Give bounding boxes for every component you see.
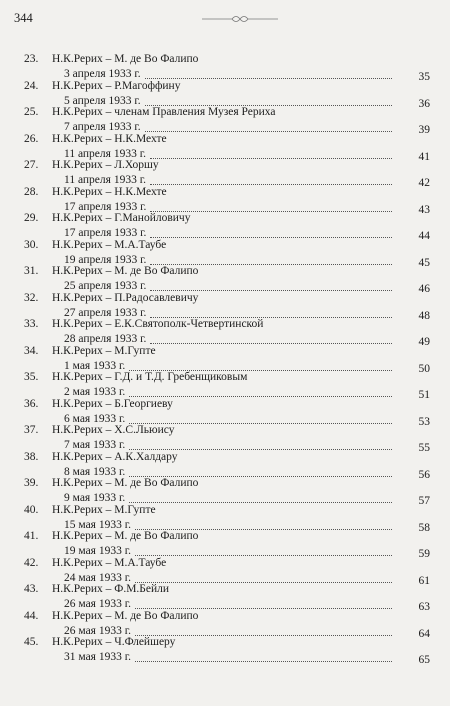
entry-title: Н.К.Рерих – П.Радосавлевичу [52,291,199,304]
entry-date: 25 апреля 1933 г. [64,280,147,292]
entry-page-number: 55 [418,442,430,454]
entry-number: 30. [24,238,39,251]
entry-number: 36. [24,397,39,410]
entry-number: 39. [24,477,39,489]
entry-date: 26 мая 1933 г. [64,624,132,637]
entry-title: Н.К.Рерих – Л.Хоршу [52,159,159,171]
entry-title: Н.К.Рерих – М. де Во Фалипо [52,477,199,489]
entry-number: 34. [24,344,39,357]
entry-date: 31 мая 1933 г. [64,651,132,663]
entry-number: 44. [24,609,39,622]
entry-title: Н.К.Рерих – членам Правления Музея Рериха [52,106,276,118]
entry-number: 35. [24,371,39,383]
dot-leader [135,661,392,662]
entry-title: Н.К.Рерих – М. де Во Фалипо [52,609,199,622]
entry-title: Н.К.Рерих – М.Гупте [52,344,156,357]
entry-number: 38. [24,450,39,463]
entry-title: Н.К.Рерих – А.К.Халдару [52,450,178,463]
entry-page-number: 35 [418,71,430,83]
entry-date: 7 апреля 1933 г. [64,121,141,133]
entry-title: Н.К.Рерих – М.Гупте [52,503,156,516]
entry-page-number: 63 [418,601,430,613]
entry-number: 40. [24,503,39,516]
entry-number: 43. [24,583,39,595]
entry-title: Н.К.Рерих – Ч.Флейшеру [52,636,176,648]
entry-title: Н.К.Рерих – Б.Георгиеву [52,397,173,410]
entry-date: 2 мая 1933 г. [64,386,126,398]
entry-title: Н.К.Рерих – Г.Манойловичу [52,212,191,224]
entry-page-number: 43 [418,203,430,216]
entry-number: 25. [24,106,39,118]
entry-number: 31. [24,265,39,277]
entry-date: 6 мая 1933 г. [64,412,126,425]
entry-number: 26. [24,132,39,145]
entry-date: 28 апреля 1933 г. [64,333,147,345]
entry-date: 24 мая 1933 г. [64,571,132,584]
entry-number: 33. [24,318,39,330]
entry-page-number: 58 [418,521,430,534]
entry-page-number: 65 [418,654,430,666]
entry-date: 8 мая 1933 г. [64,465,126,478]
entry-page-number: 57 [418,495,430,507]
entry-date: 11 апреля 1933 г. [64,147,146,160]
entry-date: 9 мая 1933 г. [64,492,126,504]
entry-page-number: 41 [418,150,430,163]
entry-number: 32. [24,291,39,304]
entry-number: 29. [24,212,39,224]
entry-date: 27 апреля 1933 г. [64,306,147,319]
entry-number: 27. [24,159,39,171]
entry-page-number: 36 [418,97,430,110]
entry-title: Н.К.Рерих – Р.Магоффину [52,79,181,92]
entry-page-number: 39 [418,124,430,136]
entry-number: 23. [24,53,39,65]
entry-title: Н.К.Рерих – М.А.Таубе [52,556,167,569]
entry-page-number: 53 [418,415,430,428]
toc-entry [0,635,450,668]
page-number: 344 [14,11,33,25]
entry-page-number: 50 [418,362,430,375]
entry-page-number: 56 [418,468,430,481]
entry-page-number: 44 [418,230,430,242]
entry-date: 15 мая 1933 г. [64,518,132,531]
entry-page-number: 64 [418,627,430,640]
entry-title: Н.К.Рерих – М. де Во Фалипо [52,265,199,277]
entry-title: Н.К.Рерих – Н.К.Мехте [52,185,167,198]
entry-title: Н.К.Рерих – М.А.Таубе [52,238,167,251]
entry-page-number: 49 [418,336,430,348]
entry-number: 41. [24,530,39,542]
entry-title: Н.К.Рерих – Е.К.Святополк-Четвертинской [52,318,264,330]
entry-date: 26 мая 1933 г. [64,598,132,610]
entry-date: 3 апреля 1933 г. [64,68,141,80]
entry-number: 45. [24,636,39,648]
entry-page-number: 61 [418,574,430,587]
entry-date: 1 мая 1933 г. [64,359,126,372]
entry-page-number: 45 [418,256,430,269]
entry-date: 19 мая 1933 г. [64,545,132,557]
entry-number: 24. [24,79,39,92]
entry-page-number: 51 [418,389,430,401]
entry-date: 11 апреля 1933 г. [64,174,146,186]
entry-date: 17 апреля 1933 г. [64,200,147,213]
entry-title: Н.К.Рерих – Х.С.Льюису [52,424,175,436]
entry-date: 5 апреля 1933 г. [64,94,141,107]
entry-title: Н.К.Рерих – Н.К.Мехте [52,132,167,145]
entry-title: Н.К.Рерих – Ф.М.Бейли [52,583,170,595]
entry-title: Н.К.Рерих – Г.Д. и Т.Д. Гребенщиковым [52,371,248,383]
entry-number: 37. [24,424,39,436]
entry-page-number: 46 [418,283,430,295]
entry-title: Н.К.Рерих – М. де Во Фалипо [52,53,199,65]
entry-number: 42. [24,556,39,569]
entry-date: 7 мая 1933 г. [64,439,126,451]
entry-title: Н.К.Рерих – М. де Во Фалипо [52,530,199,542]
entry-page-number: 42 [418,177,430,189]
entry-page-number: 48 [418,309,430,322]
entry-page-number: 59 [418,548,430,560]
entry-number: 28. [24,185,39,198]
entry-date: 17 апреля 1933 г. [64,227,147,239]
entry-date: 19 апреля 1933 г. [64,253,147,266]
